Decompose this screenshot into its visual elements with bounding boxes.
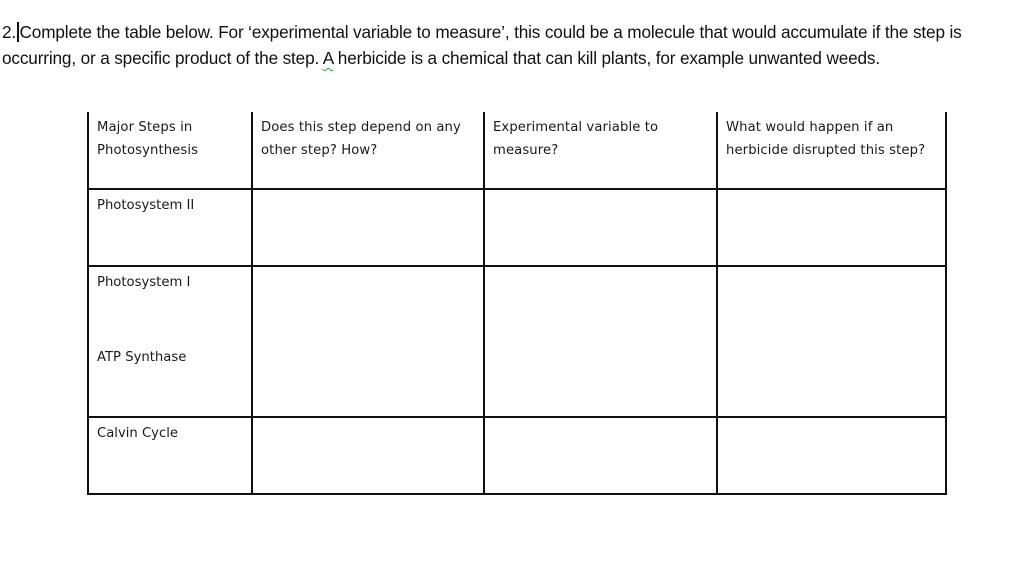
cell-depends-input[interactable] — [252, 417, 484, 494]
question-text-part1: Complete the table below. For ‘experimental variable to measure’, this could be a molecule that would accumulate if the step is occurring, or a specific product of the step. — [2, 22, 962, 68]
cell-step — [88, 189, 252, 266]
header-herbicide-effect: What would happen if an herbicide disrupted this step? — [717, 112, 946, 189]
photosynthesis-table-container — [87, 112, 947, 495]
question-prompt — [2, 19, 1022, 71]
question-text-part2: herbicide is a chemical that can kill plants, for example unwanted weeds. — [333, 48, 881, 68]
header-depends-on-step: Does this step depend on any other step? How? — [252, 112, 484, 189]
step-label-photosystem-ii: Photosystem II — [97, 198, 195, 213]
cell-variable-input[interactable] — [484, 189, 717, 266]
photosynthesis-table — [87, 112, 947, 495]
cell-depends-input[interactable] — [252, 266, 484, 417]
cell-variable-input[interactable] — [484, 417, 717, 494]
cell-herbicide-input[interactable] — [717, 417, 946, 494]
spellcheck-flagged-word[interactable]: A — [322, 48, 334, 68]
step-label-photosystem-i: Photosystem I — [97, 275, 191, 290]
question-number: 2. — [2, 22, 17, 42]
cell-step — [88, 266, 252, 417]
text-cursor — [17, 22, 19, 42]
table-row — [88, 266, 946, 417]
table-header-row — [88, 112, 946, 189]
cell-herbicide-input[interactable] — [717, 266, 946, 417]
header-experimental-variable: Experimental variable to measure? — [484, 112, 717, 189]
header-major-steps: Major Steps in Photosynthesis — [88, 112, 252, 189]
step-label-atp-synthase: ATP Synthase — [97, 350, 187, 365]
cell-herbicide-input[interactable] — [717, 189, 946, 266]
step-label-calvin-cycle: Calvin Cycle — [97, 426, 179, 441]
table-row — [88, 417, 946, 494]
table-row — [88, 189, 946, 266]
spacer — [97, 294, 243, 346]
cell-step — [88, 417, 252, 494]
cell-depends-input[interactable] — [252, 189, 484, 266]
cell-variable-input[interactable] — [484, 266, 717, 417]
